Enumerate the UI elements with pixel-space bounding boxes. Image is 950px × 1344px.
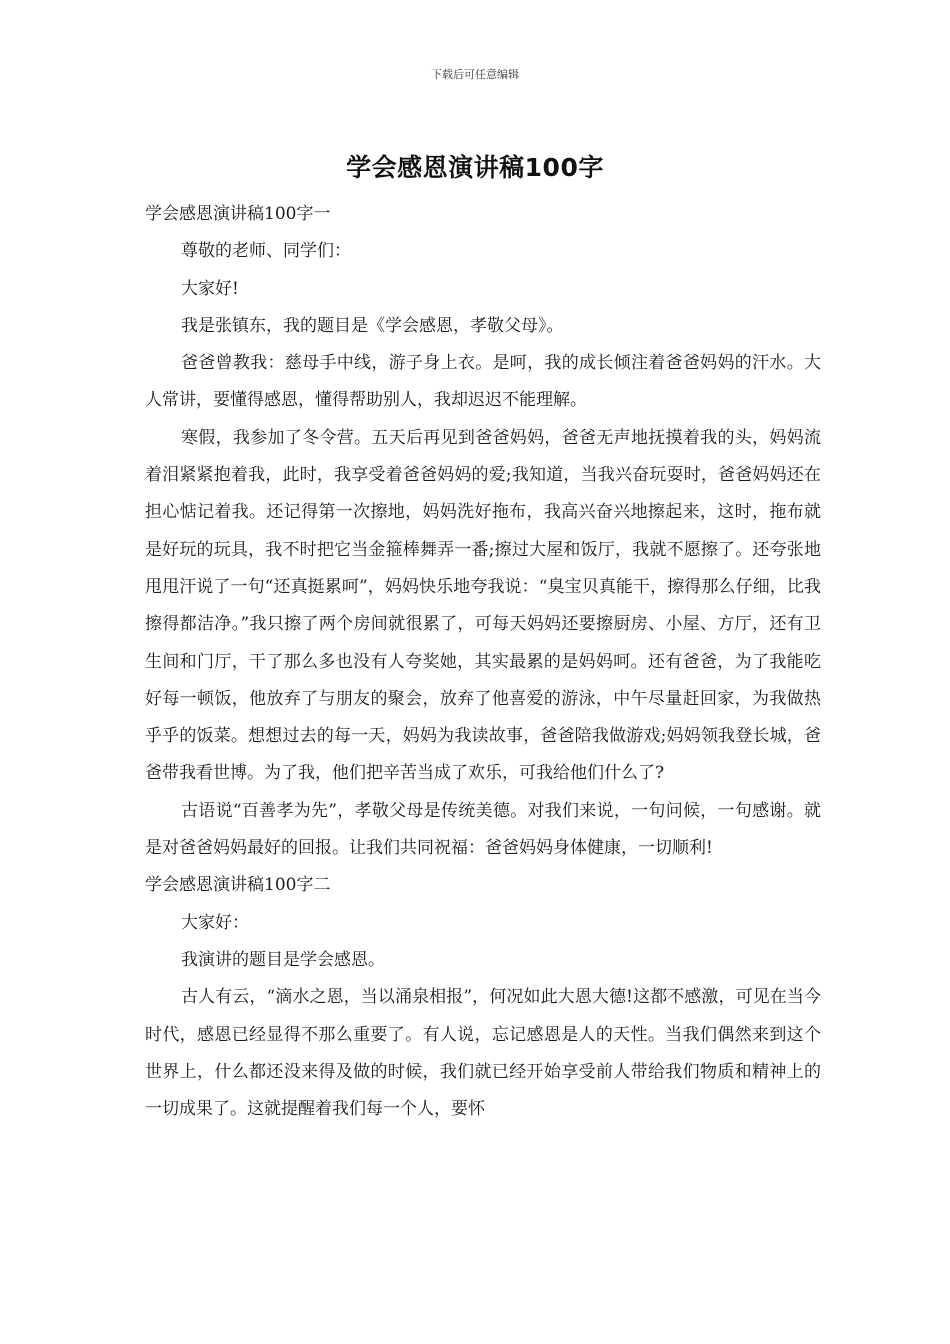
document-body	[145, 196, 821, 1128]
body-paragraph: 爸爸曾教我：慈母手中线，游子身上衣。是呵，我的成长倾注着爸爸妈妈的汗水。大人常讲，要懂得感恩，懂得帮助别人，我却迟迟不能理解。	[145, 353, 821, 411]
body-paragraph: 尊敬的老师、同学们：	[181, 241, 351, 262]
body-paragraph: 大家好!	[181, 278, 239, 299]
body-paragraph: 寒假，我参加了冬令营。五天后再见到爸爸妈妈，爸爸无声地抚摸着我的头，妈妈流着泪紧紧抱着我，此时，我享受着爸爸妈妈的爱;我知道，当我兴奋玩耍时，爸爸妈妈还在担心惦记着我。还记得第一次擦地，妈妈洗好拖布，我高兴奋兴地擦起来，这时，拖布就是好玩的玩具，我不时把它当金箍棒舞弄一番;擦过大屋和饭厅，我就不愿擦了。还夸张地甩甩汗说了一句“还真挺累呵”，妈妈快乐地夸我说：“臭宝贝真能干，擦得那么仔细，比我擦得都洁净。”我只擦了两个房间就很累了，可每天妈妈还要擦厨房、小屋、方厅，还有卫生间和门厅，干了那么多也没有人夸奖她，其实最累的是妈妈呵。还有爸爸，为了我能吃好每一顿饭，他放弃了与朋友的聚会，放弃了他喜爱的游泳，中午尽量赶回家，为我做热乎乎的饭菜。想想过去的每一天，妈妈为我读故事，爸爸陪我做游戏;妈妈领我登长城，爸爸带我看世博。为了我，他们把辛苦当成了欢乐，可我给他们什么了?	[145, 427, 821, 784]
body-paragraph: 古语说“百善孝为先”，孝敬父母是传统美德。对我们来说，一句问候，一句感谢。就是对爸爸妈妈最好的回报。让我们共同祝福：爸爸妈妈身体健康，一切顺利!	[145, 800, 821, 859]
body-paragraph: 我演讲的题目是学会感恩。	[181, 949, 385, 970]
body-paragraph: 我是张镇东，我的题目是《学会感恩，孝敬父母》。	[181, 315, 564, 336]
document-title: 学会感恩演讲稿100字	[346, 153, 604, 182]
body-paragraph: 古人有云，“滴水之恩，当以涌泉相报”，何况如此大恩大德!这都不感激，可见在当今时代，感恩已经显得不那么重要了。有人说，忘记感恩是人的天性。当我们偶然来到这个世界上，什么都还没来得及做的时候，我们就已经开始享受前人带给我们物质和精神上的一切成果了。这就提醒着我们每一个人，要怀	[145, 987, 821, 1120]
body-paragraph: 大家好：	[181, 912, 249, 933]
section-heading: 学会感恩演讲稿100字二	[145, 875, 331, 896]
header-note: 下载后可任意编辑	[431, 68, 519, 81]
section-heading: 学会感恩演讲稿100字一	[145, 204, 331, 224]
